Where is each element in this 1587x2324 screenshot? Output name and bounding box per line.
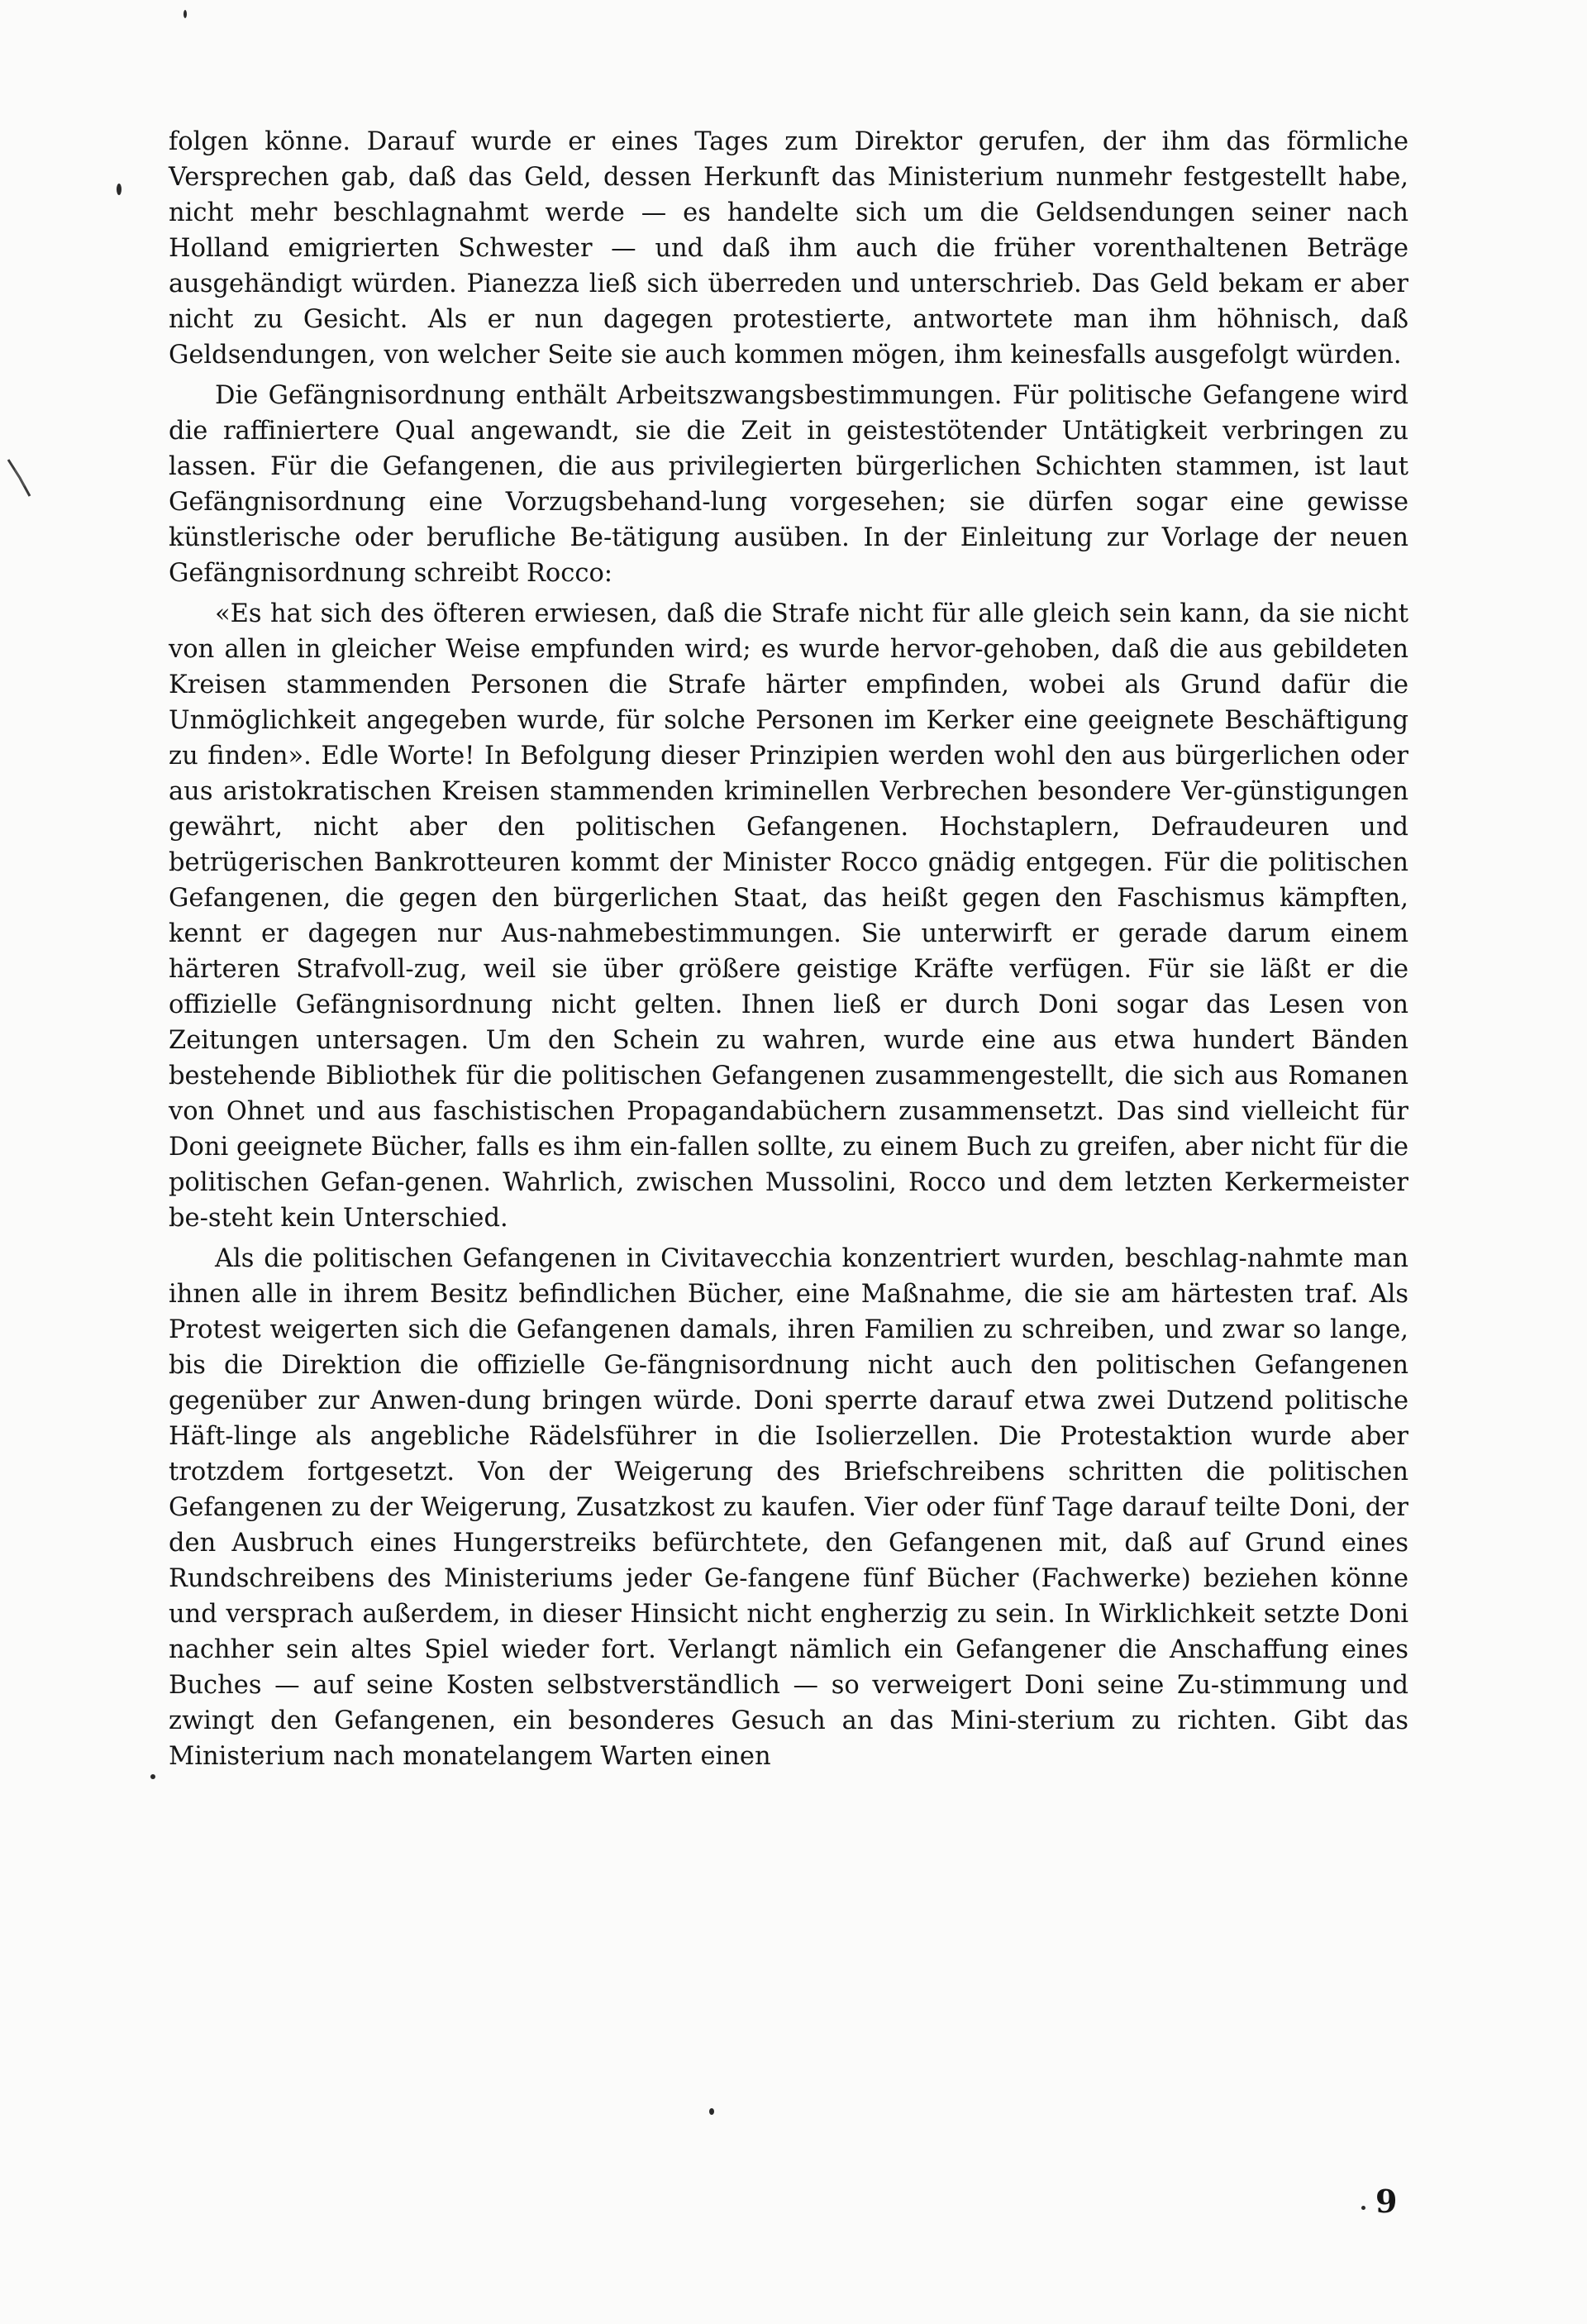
paragraph-3: «Es hat sich des öfteren erwiesen, daß die Strafe nicht für alle gleich sein kann, da sie nicht von allen in gleicher Weise empfunden wird; es wurde hervor-gehoben, daß die aus gebildeten Kreisen stammenden Personen die Strafe härter empfinden, wobei als Grund dafür die Unmöglichkeit angegeben wurde, für solche Personen im Kerker eine geeignete Beschäftigung zu finden». Edle Worte! In Befolgung dieser Prinzipien werden wohl den aus bürgerlichen oder aus aristokratischen Kreisen stammenden kriminellen Verbrechen besondere Ver-günstigungen gewährt, nicht aber den politischen Gefangenen. Hochstaplern, Defraudeuren und betrügerischen Bankrotteuren kommt der Minister Rocco gnädig entgegen. Für die politischen Gefangenen, die gegen den bürgerlichen Staat, das heißt gegen den Faschismus kämpften, kennt er dagegen nur Aus-nahmebestimmungen. Sie unterwirft er gerade darum einem härteren Strafvoll-zug, weil sie über größere geistige Kräfte verfügen. Für sie läßt er die offizielle Gefängnisordnung nicht gelten. Ihnen ließ er durch Doni sogar das Lesen von Zeitungen untersagen. Um den Schein zu wahren, wurde eine aus etwa hundert Bänden bestehende Bibliothek für die politischen Gefangenen zusammengestellt, die sich aus Romanen von Ohnet und aus faschistischen Propagandabüchern zusammensetzt. Das sind vielleicht für Doni geeignete Bücher, falls es ihm ein-fallen sollte, zu einem Buch zu greifen, aber nicht für die politischen Gefan-genen. Wahrlich, zwischen Mussolini, Rocco und dem letzten Kerkermeister be-steht kein Unterschied.	[169, 599, 1408, 1233]
page-number: 9	[1375, 2183, 1398, 2220]
paragraph-2: Die Gefängnisordnung enthält Arbeitszwangsbestimmungen. Für politische Gefangene wird die raffiniertere Qual angewandt, sie die Zeit in geistestötender Untätigkeit verbringen zu lassen. Für die Gefangenen, die aus privilegierten bürgerlichen Schichten stammen, ist laut Gefängnisordnung eine Vorzugsbehand-lung vorgesehen; sie dürfen sogar eine gewisse künstlerische oder berufliche Be-tätigung ausüben. In der Einleitung zur Vorlage der neuen Gefängnisordnung schreibt Rocco:	[169, 381, 1408, 588]
scan-speck	[709, 2108, 714, 2115]
page-body	[169, 124, 1408, 1779]
paragraph-4: Als die politischen Gefangenen in Civitavecchia konzentriert wurden, beschlag-nahmte man ihnen alle in ihrem Besitz befindlichen Bücher, eine Maßnahme, die sie am härtesten traf. Als Protest weigerten sich die Gefangenen damals, ihren Familien zu schreiben, und zwar so lange, bis die Direktion die offizielle Ge-fängnisordnung nicht auch den politischen Gefangenen gegenüber zur Anwen-dung bringen würde. Doni sperrte darauf etwa zwei Dutzend politische Häft-linge als angebliche Rädelsführer in die Isolierzellen. Die Protestaktion wurde aber trotzdem fortgesetzt. Von der Weigerung des Briefschreibens schritten die politischen Gefangenen zu der Weigerung, Zusatzkost zu kaufen. Vier oder fünf Tage darauf teilte Doni, der den Ausbruch eines Hungerstreiks befürchtete, den Gefangenen mit, daß auf Grund eines Rundschreibens des Ministeriums jeder Ge-fangene fünf Bücher (Fachwerke) beziehen könne und versprach außerdem, in dieser Hinsicht nicht engherzig zu sein. In Wirklichkeit setzte Doni nachher sein altes Spiel wieder fort. Verlangt nämlich ein Gefangener die Anschaffung eines Buches — auf seine Kosten selbstverständlich — so verweigert Doni seine Zu-stimmung und zwingt den Gefangenen, ein besonderes Gesuch an das Mini-sterium zu richten. Gibt das Ministerium nach monatelangem Warten einen	[169, 1244, 1408, 1771]
scan-speck	[1361, 2206, 1365, 2210]
scan-speck	[117, 184, 122, 195]
scan-speck	[150, 1774, 155, 1779]
scan-speck	[183, 10, 187, 18]
scan-mark-icon	[5, 453, 38, 503]
paragraph-1: folgen könne. Darauf wurde er eines Tages zum Direktor gerufen, der ihm das förmliche Versprechen gab, daß das Geld, dessen Herkunft das Ministerium nunmehr festgestellt habe, nicht mehr beschlagnahmt werde — es handelte sich um die Geldsendungen seiner nach Holland emigrierten Schwester — und daß ihm auch die früher vorenthaltenen Beträge ausgehändigt würden. Pianezza ließ sich überreden und unterschrieb. Das Geld bekam er aber nicht zu Gesicht. Als er nun dagegen protestierte, antwortete man ihm höhnisch, daß Geldsendungen, von welcher Seite sie auch kommen mögen, ihm keinesfalls ausgefolgt würden.	[169, 127, 1408, 370]
